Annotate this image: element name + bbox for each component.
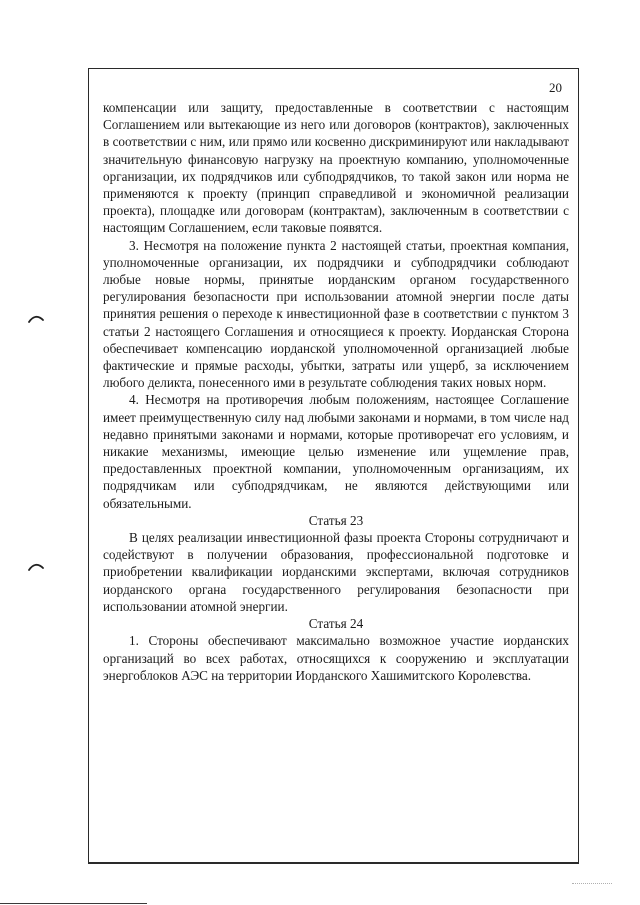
paragraph-continuation: компенсации или защиту, предоставленные в соответствии с настоящим Соглашением или вытекающие из него или договоров (контрактов), заключенных в соответствии с ним, или прямо или косвенно дискриминируют или накладывают значительную финансовую нагрузку на проектную компанию, уполномоченные организации, их подрядчиков или субподрядчиков, то такой закон или норма не применяются к проекту (принцип справедливой и экономичной реализации проекта), площадке или договорам (контрактам), заключенным в соответствии с настоящим Соглашением, если таковые появятся. — [103, 100, 569, 236]
article-24-clause-1: 1. Стороны обеспечивают максимально возможное участие иорданских организаций во всех работах, относящихся к сооружению и эксплуатации энергоблоков АЭС на территории Иорданского Хашимитского Королевства. — [103, 633, 569, 683]
handwritten-tick-mark-icon — [28, 562, 44, 572]
article-23-heading: Статья 23 — [308, 512, 364, 528]
paragraph-clause-3: 3. Несмотря на положение пункта 2 настоящей статьи, проектная компания, уполномоченные организации, их подрядчики и субподрядчики соблюдают любые новые нормы, принятые иорданским органом государственного регулирования безопасности при использовании атомной энергии после даты принятия решения о переходе к инвестиционной фазе в соответствии с пунктом 3 статьи 2 настоящего Соглашения и относящиеся к проекту. Иорданская Сторона обеспечивает компенсацию иорданской уполномоченной организацией любые фактические и прямые расходы, убытки, затраты или ущерб, за исключением любого деликта, понесенного ими в результате соблюдения таких новых норм. — [103, 237, 569, 391]
page-number: 20 — [549, 80, 562, 95]
footer-rule — [0, 903, 147, 904]
handwritten-tick-mark-icon — [28, 314, 44, 324]
article-23-text: В целях реализации инвестиционной фазы проекта Стороны сотрудничают и содействуют в получении образования, профессиональной подготовке и приобретении квалификации иорданскими экспертами, включая сотрудников иорданского органа государственного регулирования безопасности при использовании атомной энергии. — [103, 530, 569, 614]
paragraph-clause-4: 4. Несмотря на противоречия любым положениям, настоящее Соглашение имеет преимущественную силу над любыми законами и нормами, в том числе над недавно принятыми законами и нормами, которые противоречат его условиям, и никакие механизмы, имеющие целью изменение или ущемление прав, предоставленных проектной компании, уполномоченным организациям, их подрядчикам или субподрядчикам, не являются действующими или обязательными. — [103, 392, 569, 511]
article-24-heading: Статья 24 — [308, 616, 364, 632]
document-body — [103, 99, 569, 684]
scan-artifact-dots — [572, 883, 612, 885]
